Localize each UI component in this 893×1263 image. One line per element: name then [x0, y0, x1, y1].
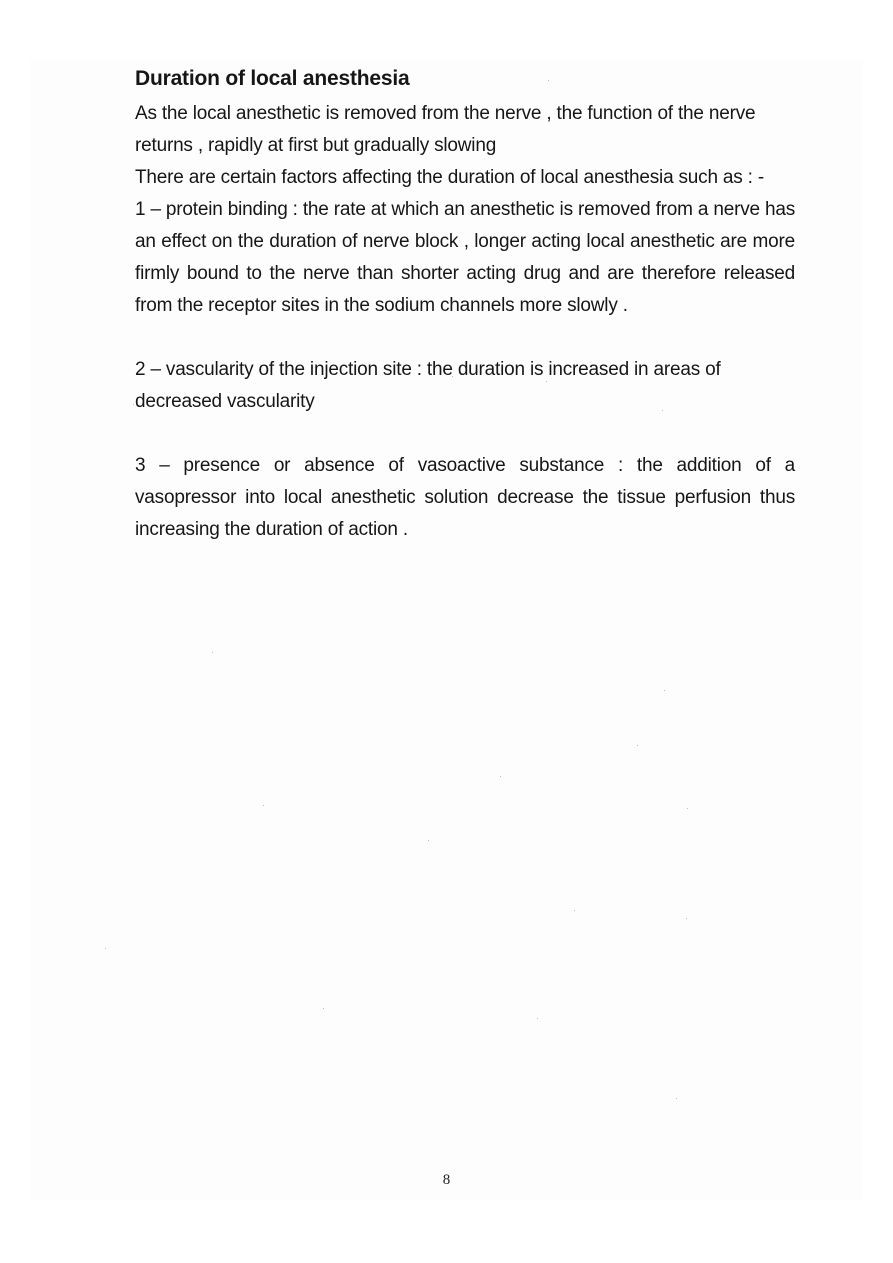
document-body: [135, 64, 795, 546]
intro-paragraph: There are certain factors affecting the duration of local anesthesia such as : -: [135, 167, 764, 188]
scan-speck: [212, 652, 213, 653]
scan-speck: [676, 1098, 677, 1099]
factor-vasoactive-substance: 3 – presence or absence of vasoactive substance : the addition of a vasopressor into local anesthetic solution decrease the tissue perfusion thus increasing the duration of action .: [135, 455, 795, 540]
scan-speck: [687, 808, 688, 809]
scan-speck: [537, 1018, 538, 1019]
factor-protein-binding: 1 – protein binding : the rate at which an anesthetic is removed from a nerve has an effect on the duration of nerve block , longer acting local anesthetic are more firmly bound to the nerve than shorter acting drug and are therefore released from the receptor sites in the sodium channels more slowly .: [135, 199, 795, 316]
paragraph-spacer: [135, 322, 795, 354]
scan-speck: [105, 948, 106, 949]
scan-speck: [323, 1008, 324, 1009]
scan-speck: [500, 776, 501, 777]
scan-speck: [574, 910, 575, 911]
page-number: 8: [442, 1172, 451, 1188]
scan-speck: [133, 404, 134, 405]
scan-speck: [637, 745, 638, 746]
factor-vascularity: 2 – vascularity of the injection site : the duration is increased in areas of decreased vascularity: [135, 359, 721, 412]
scan-speck: [263, 805, 264, 806]
scan-speck: [428, 840, 429, 841]
paragraph-spacer: [135, 418, 795, 450]
scan-speck: [664, 690, 665, 691]
scan-speck: [686, 918, 687, 919]
section-heading: Duration of local anesthesia: [135, 67, 410, 90]
intro-paragraph: As the local anesthetic is removed from the nerve , the function of the nerve returns , rapidly at first but gradually slowing: [135, 103, 756, 156]
